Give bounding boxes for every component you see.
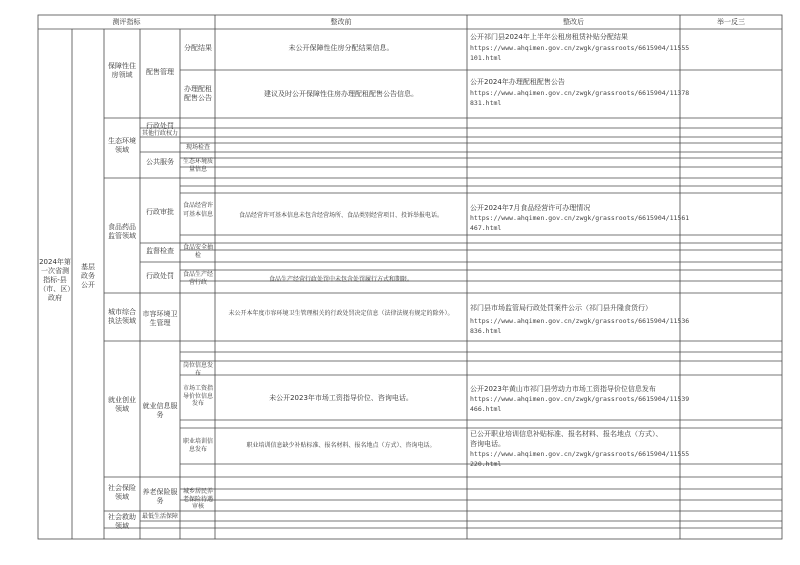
insurance-sub: 养老保险服务 (142, 488, 178, 505)
housing-after-url-2b[interactable]: 831.html (470, 99, 502, 107)
ecology-sub2: 其他行政权力 (141, 130, 178, 137)
food-sub1-before: 食品经营许可基本信息未包含经营场所、食品类别经营项目、投诉举报电话。 (238, 212, 443, 219)
relief-domain: 社会救助领域 (108, 513, 136, 530)
employment-sub: 就业信息服务 (142, 402, 178, 419)
ecology-sub1: 行政处罚 (146, 122, 174, 130)
relief-sub: 最低生活保障 (141, 513, 178, 520)
urban-before: 未公开本年度市容环境卫生管理相关的行政处罚决定信息（法律法规有规定的除外）。 (228, 310, 454, 317)
housing-item-2: 办理配租配售公告 (184, 85, 212, 102)
housing-after-url-2a[interactable]: https://www.ahqimen.gov.cn/zwgk/grassroots/6615904/11378 (470, 89, 690, 97)
food-sub1: 行政审批 (146, 208, 174, 216)
employment-domain: 就业创业领域 (108, 396, 136, 413)
employment-after-title-2: 公开2023年黄山市祁门县劳动力市场工资指导价位信息发布 (470, 385, 656, 393)
food-sub3-item: 食品生产经营行政 (182, 271, 213, 286)
header-indicator: 测评指标 (112, 18, 141, 26)
food-sub1-after-title: 公开2024年7月食品经营许可办理情况 (470, 204, 591, 212)
employment-after-title-3b: 咨询电话。 (470, 440, 505, 448)
food-sub1-after-url-a[interactable]: https://www.ahqimen.gov.cn/zwgk/grassroots/6615904/11561 (470, 214, 690, 222)
food-sub3: 行政处罚 (146, 272, 174, 280)
housing-after-url-1a[interactable]: https://www.ahqimen.gov.cn/zwgk/grassroots/6615904/11555 (470, 44, 690, 52)
insurance-domain: 社会保险领域 (108, 484, 136, 501)
insurance-item: 城乡居民养老保险待遇审核 (182, 488, 213, 510)
ecology-sub2-item: 现场检查 (185, 144, 210, 151)
employment-after-url-3a[interactable]: https://www.ahqimen.gov.cn/zwgk/grassroots/6615904/11555 (470, 450, 690, 458)
ecology-domain: 生态环境领域 (108, 137, 136, 154)
food-sub1-after-url-b[interactable]: 467.html (470, 224, 502, 232)
housing-item-1: 分配结果 (184, 44, 212, 52)
urban-after-url-b[interactable]: 836.html (470, 327, 502, 335)
housing-before-1: 未公开保障性住房分配结果信息。 (288, 44, 394, 52)
urban-after-title: 祁门县市场监管局行政处罚案件公示（祁门县升隆食货行） (470, 304, 652, 312)
urban-domain: 城市综合执法领域 (108, 308, 136, 325)
housing-after-title-2: 公开2024年办理配租配售公告 (470, 78, 565, 86)
housing-sub: 配售管理 (146, 68, 174, 76)
employment-after-url-3b[interactable]: 220.html (470, 460, 502, 468)
employment-item-1: 岗位信息发布 (182, 362, 213, 377)
employment-after-title-3: 已公开职业培训信息补贴标准、报名材料、报名地点（方式）、 (470, 430, 663, 438)
housing-domain: 保障性住房领域 (108, 62, 136, 79)
food-sub2: 监督检查 (146, 247, 174, 255)
employment-after-url-2a[interactable]: https://www.ahqimen.gov.cn/zwgk/grassroots/6615904/11539 (470, 395, 690, 403)
header-after: 整改后 (563, 18, 584, 26)
employment-before-2: 未公开2023年市场工资指导价位、咨询电话。 (269, 394, 413, 402)
employment-item-2: 市场工资指导价位信息发布 (182, 385, 213, 407)
level2-label: 基层政务公开 (81, 263, 95, 289)
urban-after-url-a[interactable]: https://www.ahqimen.gov.cn/zwgk/grassroots/6615904/11536 (470, 317, 690, 325)
employment-after-url-2b[interactable]: 466.html (470, 405, 502, 413)
urban-sub: 市容环境卫生管理 (142, 310, 178, 327)
housing-after-title-1: 公开祁门县2024年上半年公租房租赁补贴分配结果 (470, 33, 628, 41)
ecology-sub3-item: 生态环境质量信息 (182, 158, 213, 173)
food-sub3-before: 食品生产经营行政处罚中未包含处罚履行方式和期限。 (268, 276, 413, 283)
food-domain: 食品药品监管领域 (108, 223, 136, 240)
header-extra: 举一反三 (717, 18, 745, 26)
housing-after-url-1b[interactable]: 101.html (470, 54, 502, 62)
housing-before-2: 建议及时公开保障性住房办理配租配售公告信息。 (264, 90, 418, 98)
header-before: 整改前 (330, 18, 352, 26)
employment-item-3: 职业培训信息发布 (182, 438, 213, 453)
level1-label: 2024年第一次省测指标-县（市、区）政府 (39, 258, 71, 302)
food-sub1-item: 食品经营许可基本信息 (182, 202, 213, 218)
food-sub2-item: 食品安全抽检 (182, 244, 213, 259)
employment-before-3: 职业培训信息缺少补贴标准、报名材料、报名地点（方式）、咨询电话。 (246, 442, 436, 449)
ecology-sub3: 公共服务 (146, 158, 174, 166)
